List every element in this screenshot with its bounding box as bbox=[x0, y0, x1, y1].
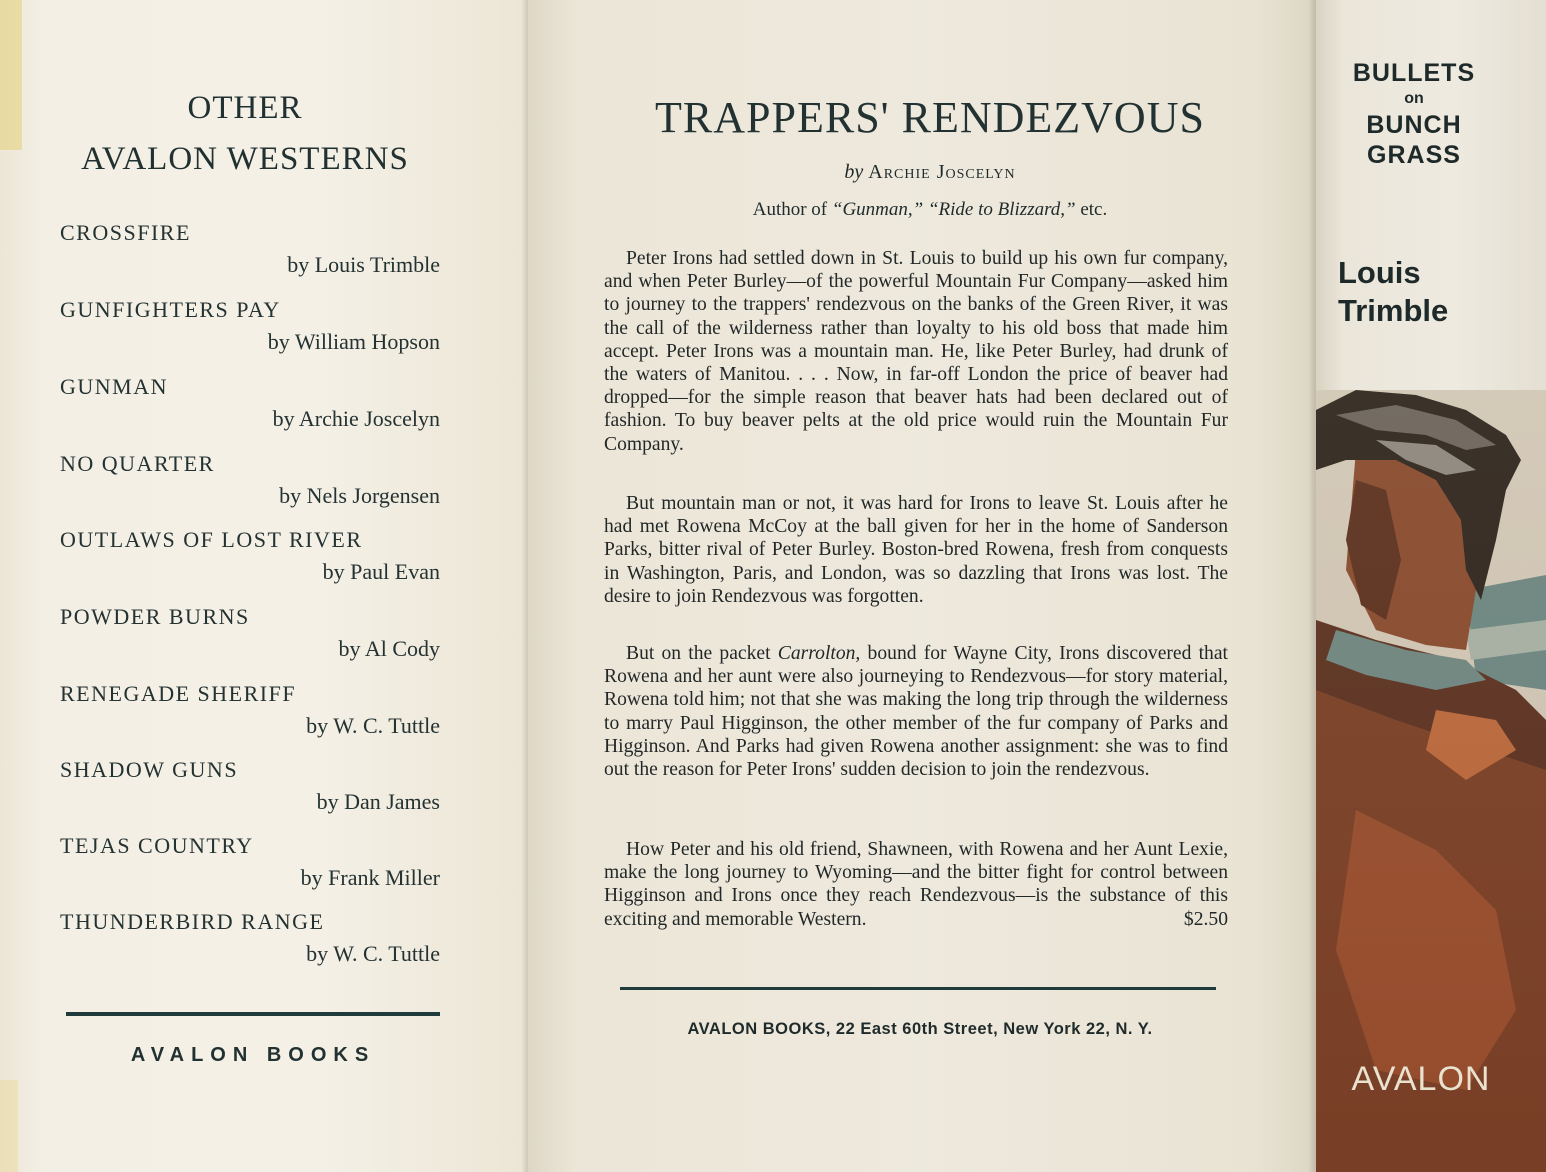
book-author: by Archie Joscelyn bbox=[272, 406, 440, 431]
list-item bbox=[60, 374, 440, 432]
author-of-title: “Gunman,” bbox=[831, 199, 924, 220]
book-title: SHADOW GUNS bbox=[60, 757, 239, 782]
book-author: by W. C. Tuttle bbox=[306, 713, 440, 738]
paragraph-text bbox=[604, 642, 1228, 781]
paragraph-text-start: But on the packet bbox=[626, 643, 771, 664]
blurb-paragraph bbox=[604, 838, 1228, 931]
back-publisher: AVALON BOOKS bbox=[130, 1044, 376, 1066]
tape-stain bbox=[0, 1080, 18, 1172]
list-item bbox=[60, 604, 440, 662]
blurb-paragraph bbox=[604, 642, 1228, 781]
list-item bbox=[60, 757, 440, 815]
book-author: by Louis Trimble bbox=[287, 252, 440, 277]
book-author: by Al Cody bbox=[338, 636, 440, 661]
blurb-paragraph bbox=[604, 247, 1228, 456]
spine-author bbox=[1338, 254, 1528, 330]
spine-author-line: Louis bbox=[1338, 255, 1421, 290]
publisher-address: AVALON BOOKS, 22 East 60th Street, New York 22, N. Y. bbox=[687, 1020, 1153, 1038]
paragraph-text-rest: bound for Wayne City, Irons discovered that Rowena and her aunt were also journeying to Rendezvous—for story material, Rowena told him; not that she was making the long trip through the wilderness to marry Paul Higginson, the other member of the fur company of Parks and Higginson. And Parks had given Rowena another assignment: she was to find out the reason for Peter Irons' sudden decision to join the rendezvous. bbox=[604, 643, 1228, 781]
spine-title-line: on bbox=[1404, 90, 1424, 107]
flap-title: TRAPPERS' RENDEZVOUS bbox=[655, 93, 1205, 142]
flap-byline bbox=[590, 161, 1270, 184]
book-author: by Frank Miller bbox=[300, 865, 440, 890]
list-item bbox=[60, 297, 440, 355]
author-of-line bbox=[590, 199, 1270, 221]
book-title: TEJAS COUNTRY bbox=[60, 833, 254, 858]
book-title: GUNFIGHTERS PAY bbox=[60, 297, 281, 322]
spine-author-line: Trimble bbox=[1338, 293, 1449, 328]
back-panel bbox=[0, 0, 528, 1172]
book-title: NO QUARTER bbox=[60, 451, 215, 476]
book-author: by William Hopson bbox=[267, 329, 440, 354]
list-item bbox=[60, 220, 440, 278]
book-author: by Paul Evan bbox=[322, 559, 440, 584]
list-item bbox=[60, 833, 440, 891]
byline-by: by bbox=[844, 161, 864, 183]
list-item bbox=[60, 451, 440, 509]
book-title: THUNDERBIRD RANGE bbox=[60, 909, 325, 934]
price: $2.50 bbox=[1183, 908, 1228, 930]
divider bbox=[66, 1012, 440, 1016]
blurb-paragraph bbox=[604, 492, 1228, 608]
back-heading-line1: OTHER bbox=[187, 90, 303, 126]
spine bbox=[1316, 0, 1546, 1172]
paragraph-text: Peter Irons had settled down in St. Louis to build up his own fur company, and when Peter Burley—of the powerful Mountain Fur Company—asked him to journey to the trappers' rendezvous on the banks of the Green River, it was the call of the wilderness rather than loyalty to his old boss that made him accept. Peter Irons was a mountain man. He, like Peter Burley, had drunk of the waters of Manitou. . . . Now, in far-off London the price of beaver had dropped—for the simple reason that beaver hats had been declared out of fashion. To buy beaver pelts at the old price would ruin the Mountain Fur Company. bbox=[604, 248, 1228, 455]
cover-illustration bbox=[1316, 390, 1546, 1172]
spine-publisher: AVALON bbox=[1351, 1060, 1491, 1098]
spine-title-line: BULLETS bbox=[1352, 59, 1476, 87]
author-of-suffix: etc. bbox=[1080, 199, 1108, 220]
spine-title-line: GRASS bbox=[1367, 141, 1461, 169]
paragraph-text: How Peter and his old friend, Shawneen, with Rowena and her Aunt Lexie, make the long journey to Wyoming—and the bitter fight for control between Higginson and Irons once they reach Rendezvous—is the substance of this exciting and memorable Western. bbox=[604, 839, 1228, 930]
ship-name: Carrolton, bbox=[777, 643, 861, 664]
paragraph-text: But mountain man or not, it was hard for Irons to leave St. Louis after he had met Rowena McCoy at the ball given for her in the home of Sanderson Parks, bitter rival of Peter Burley. Boston-bred Rowena, fresh from conquests in Washington, Paris, and London, was so dazzling that Irons was lost. The desire to join Rendezvous was forgotten. bbox=[604, 493, 1228, 607]
book-title: POWDER BURNS bbox=[60, 604, 250, 629]
author-of-title: “Ride to Blizzard,” bbox=[927, 199, 1076, 220]
list-item bbox=[60, 681, 440, 739]
book-title: GUNMAN bbox=[60, 374, 168, 399]
spine-title-line: BUNCH bbox=[1366, 111, 1462, 139]
list-item bbox=[60, 909, 440, 967]
book-author: by Dan James bbox=[316, 789, 440, 814]
back-heading-line2: AVALON WESTERNS bbox=[81, 141, 409, 177]
book-title: OUTLAWS OF LOST RIVER bbox=[60, 527, 363, 552]
list-item bbox=[60, 527, 440, 585]
book-author: by Nels Jorgensen bbox=[279, 483, 440, 508]
tape-stain bbox=[0, 0, 22, 150]
byline-author: Archie Joscelyn bbox=[868, 161, 1016, 183]
spine-title bbox=[1316, 58, 1512, 170]
book-title: CROSSFIRE bbox=[60, 220, 191, 245]
author-of-prefix: Author of bbox=[752, 199, 828, 220]
book-author: by W. C. Tuttle bbox=[306, 941, 440, 966]
book-title: RENEGADE SHERIFF bbox=[60, 681, 297, 706]
divider bbox=[620, 987, 1216, 990]
